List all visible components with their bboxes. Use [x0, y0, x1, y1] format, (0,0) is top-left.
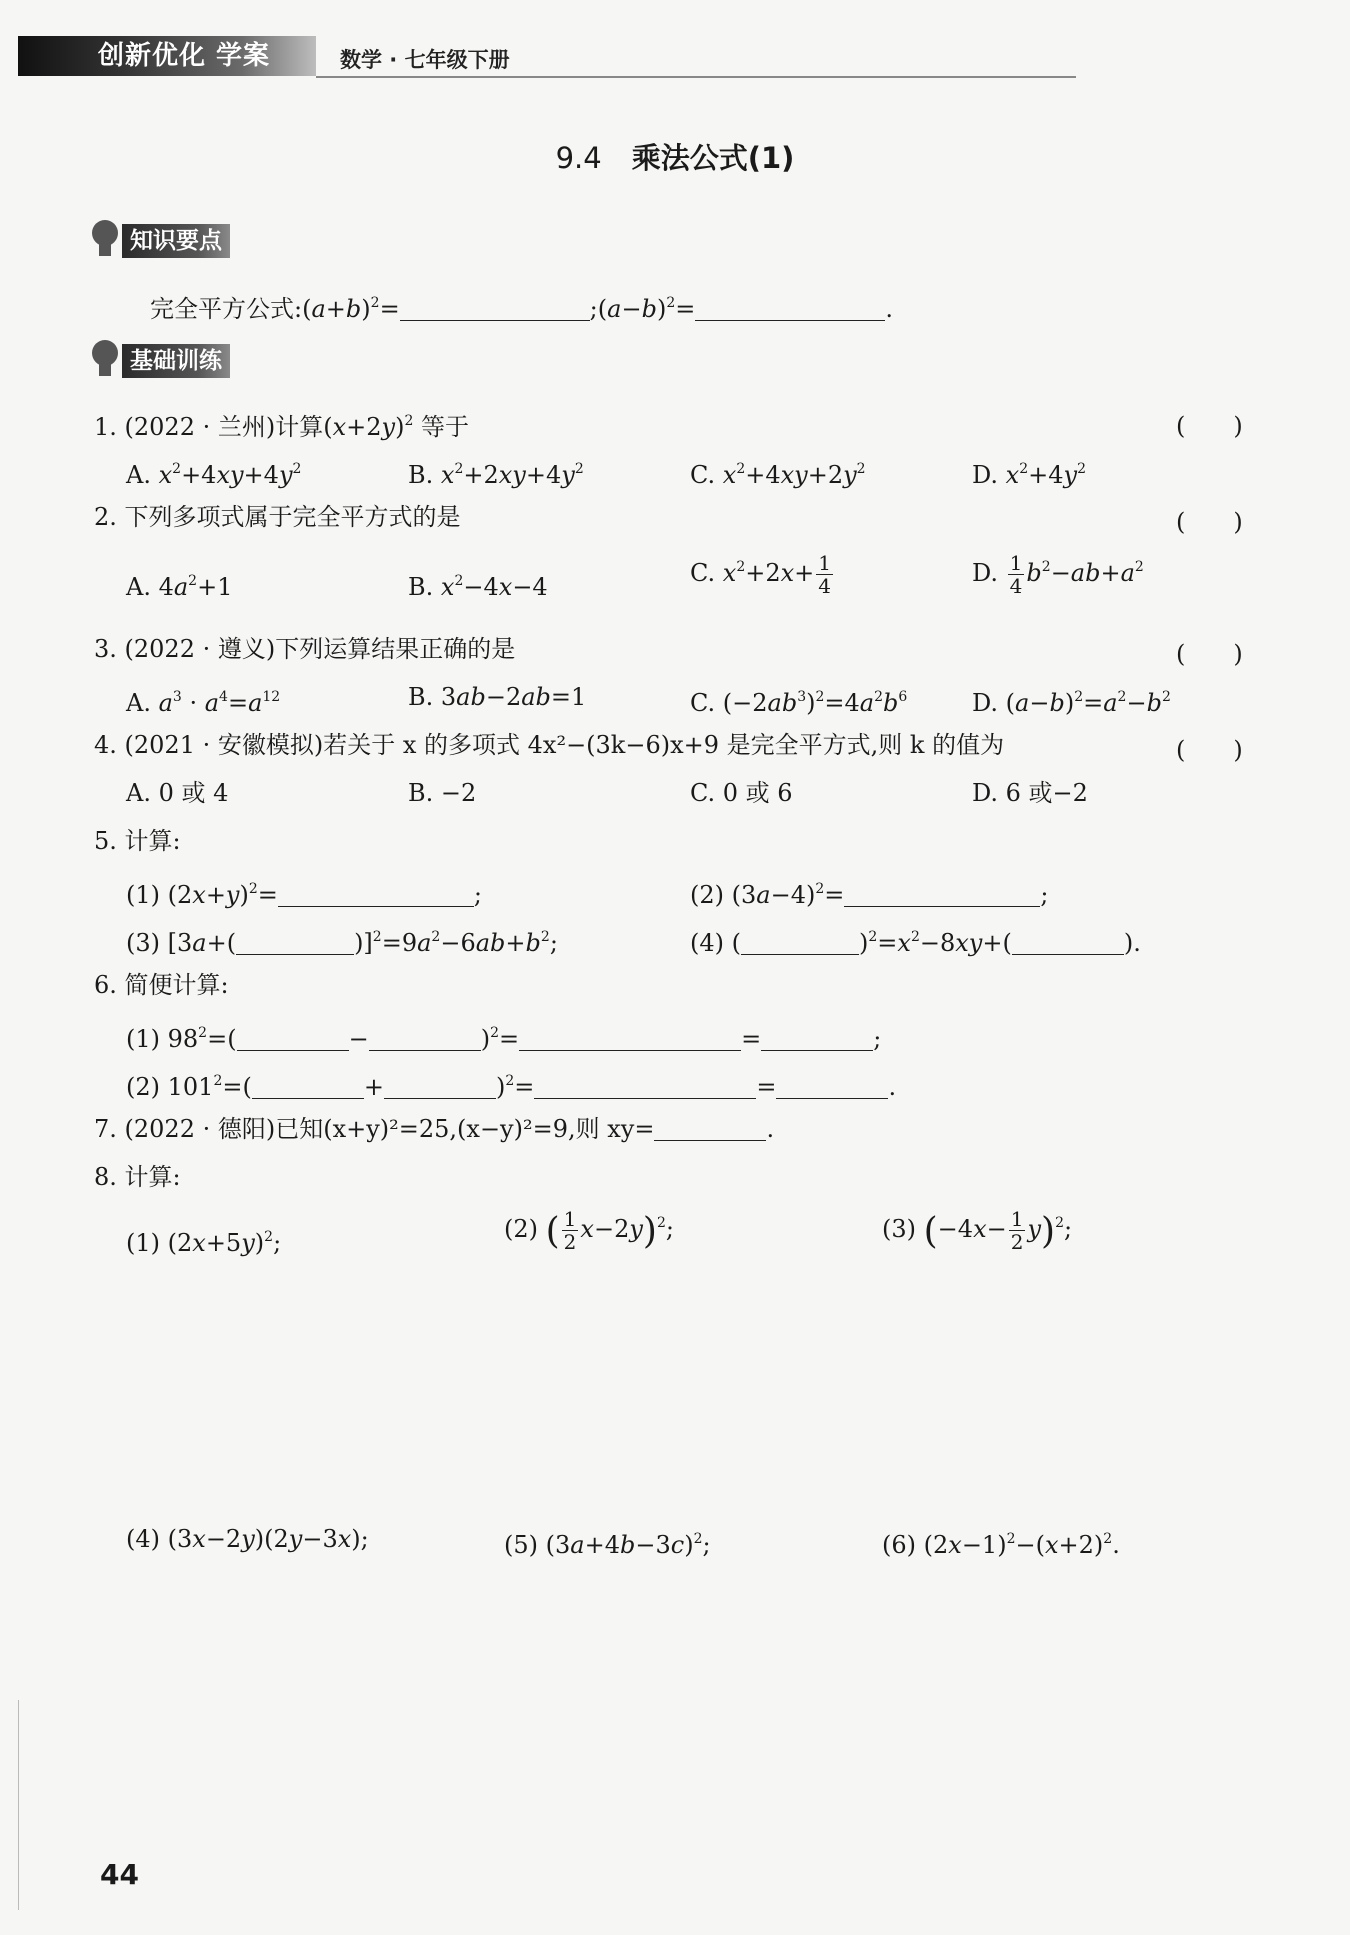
q2-option-b[interactable]: B. $x^2-4x-4$ [408, 573, 548, 601]
q8-part-1: (1) $(2x+5y)^2$; [126, 1229, 282, 1257]
answer-blank[interactable] [741, 930, 859, 955]
q4-option-a[interactable]: A. 0 或 4 [126, 779, 229, 807]
q4-option-b[interactable]: B. −2 [408, 779, 477, 807]
answer-blank[interactable] [534, 1074, 756, 1099]
margin-line [18, 1700, 19, 1910]
formula-line: 完全平方公式$:(a+b)^2=$ $;(a-b)^2=$ . [150, 295, 893, 323]
q5-part-4: (4) ( )$^2=x^2-8xy+$( ). [690, 929, 1141, 957]
answer-blank[interactable] [519, 1026, 741, 1051]
period: . [885, 295, 893, 323]
q4-option-d[interactable]: D. 6 或−2 [972, 779, 1088, 807]
answer-blank[interactable] [844, 882, 1040, 907]
q1-option-d[interactable]: D. $x^2+4y^2$ [972, 461, 1086, 489]
q4-answer-paren[interactable]: ( ) [1176, 736, 1243, 764]
q1-option-b[interactable]: B. $x^2+2xy+4y^2$ [408, 461, 584, 489]
q8-part-5: (5) $(3a+4b-3c)^2$; [504, 1531, 711, 1559]
section-number: 9.4 [555, 141, 602, 175]
q2-option-a[interactable]: A. $4a^2+1$ [126, 573, 233, 601]
formula-label: 完全平方公式: [150, 295, 303, 323]
lightbulb-icon [92, 340, 118, 366]
brand-title: 创新优化 学案 [98, 41, 271, 71]
q2-answer-paren[interactable]: ( ) [1176, 508, 1243, 536]
q5-stem: 5. 计算: [94, 827, 181, 855]
q7-stem [94, 1114, 774, 1144]
page-title [0, 136, 1350, 177]
section-basic-label: 基础训练 [122, 344, 230, 378]
answer-blank[interactable] [384, 1074, 496, 1099]
q1-answer-paren[interactable]: ( ) [1176, 412, 1243, 440]
period: . [766, 1115, 775, 1143]
q8-part-6: (6) $(2x-1)^2-(x+2)^2$. [882, 1531, 1120, 1559]
q1-option-a[interactable]: A. $x^2+4xy+4y^2$ [126, 461, 302, 489]
header-rule [316, 76, 1076, 78]
answer-blank[interactable] [761, 1026, 873, 1051]
lightbulb-icon [92, 220, 118, 246]
q6-part-1: (1) $98^2=( - )^2=$ = ; [126, 1025, 882, 1053]
separator: ; [589, 295, 598, 323]
q5-part-3: (3) [3a+( )]$^2=9a^2-6ab+b^2$; [126, 929, 558, 957]
q3-answer-paren[interactable]: ( ) [1176, 640, 1243, 668]
answer-blank[interactable] [1012, 930, 1124, 955]
answer-blank[interactable] [369, 1026, 481, 1051]
lightbulb-base-icon [99, 244, 111, 256]
q8-stem: 8. 计算: [94, 1163, 181, 1191]
q3-option-a[interactable]: A. $a^3 \cdot a^4=a^{12}$ [126, 689, 281, 717]
answer-blank[interactable] [654, 1116, 766, 1141]
q2-stem: 2. 下列多项式属于完全平方式的是 [94, 503, 461, 531]
q3-option-c[interactable]: C. $(-2ab^3)^2=4a^2b^6$ [690, 689, 908, 717]
q6-stem: 6. 简便计算: [94, 971, 229, 999]
answer-blank[interactable] [695, 296, 885, 321]
q1-option-c[interactable]: C. $x^2+4xy+2y^2$ [690, 461, 866, 489]
q5-part-1: (1) $(2x+y)^2=$ ; [126, 881, 482, 909]
q8-part-3: (3) (−4x− $\frac{1}{2}$ y)$^2$; [882, 1207, 1073, 1254]
lightbulb-base-icon [99, 364, 111, 376]
q3-option-b[interactable]: B. 3ab−2ab=1 [408, 683, 587, 711]
q1-stem: 1. (2022 · 兰州)计算$(x+2y)^2$ 等于 [94, 413, 470, 441]
q3-stem: 3. (2022 · 遵义)下列运算结果正确的是 [94, 635, 516, 663]
answer-blank[interactable] [278, 882, 474, 907]
q8-part-4: (4) (3x−2y)(2y−3x); [126, 1525, 369, 1553]
section-knowledge-label: 知识要点 [122, 224, 230, 258]
q2-option-c[interactable]: C. $x^2+2x+$ $\frac{1}{4}$ [690, 551, 832, 598]
answer-blank[interactable] [236, 930, 354, 955]
q3-option-d[interactable]: D. $(a-b)^2=a^2-b^2$ [972, 689, 1171, 717]
q2-option-d[interactable]: D. $\frac{1}{4}$ $b^2-ab+a^2$ [972, 551, 1144, 598]
q6-part-2: (2) $101^2=( + )^2=$ = . [126, 1073, 897, 1101]
section-title: 乘法公式(1) [631, 141, 795, 175]
q5-part-2: (2) $(3a-4)^2=$ ; [690, 881, 1049, 909]
q7-stem-text: 7. (2022 · 德阳)已知(x+y)²=25,(x−y)²=9,则 xy= [94, 1115, 655, 1143]
answer-blank[interactable] [252, 1074, 364, 1099]
q4-stem: 4. (2021 · 安徽模拟)若关于 x 的多项式 4x²−(3k−6)x+9 是完全平方式,则 k 的值为 [94, 731, 1005, 759]
q4-option-c[interactable]: C. 0 或 6 [690, 779, 793, 807]
page-number: 44 [100, 1858, 139, 1891]
answer-blank[interactable] [400, 296, 590, 321]
subject-label: 数学 · 七年级下册 [340, 48, 510, 72]
answer-blank[interactable] [237, 1026, 349, 1051]
answer-blank[interactable] [776, 1074, 888, 1099]
q8-part-2: (2) ( $\frac{1}{2}$ x−2y)$^2$; [504, 1207, 674, 1254]
